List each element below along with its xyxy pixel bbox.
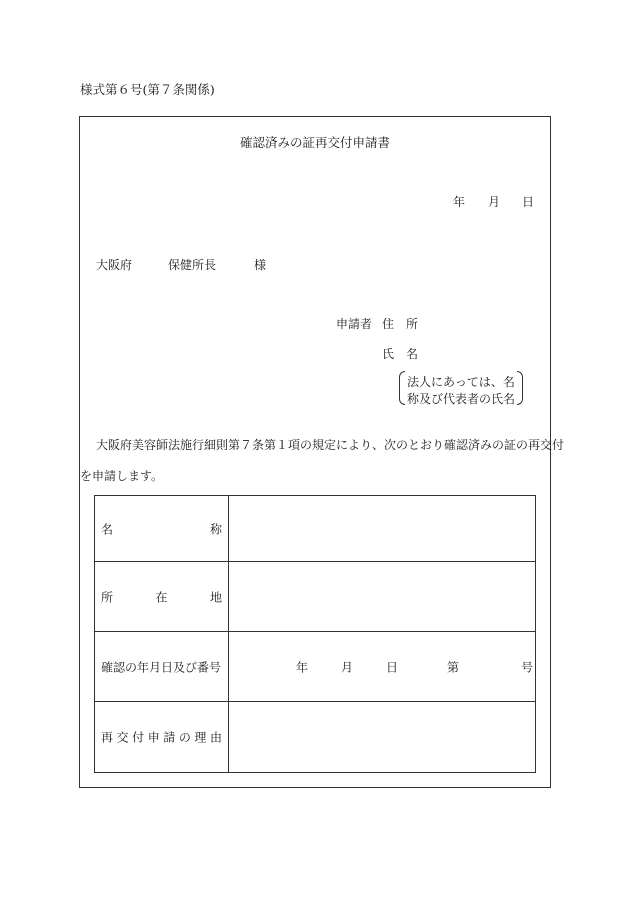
row-label (101, 520, 222, 537)
confirm-number-suffix: 号 (521, 660, 534, 674)
label-char: 請 (163, 730, 176, 745)
reason-value-field[interactable] (229, 702, 535, 772)
label-char: 称 (209, 522, 222, 536)
date-year-label: 年 (453, 195, 466, 209)
applicant-label: 申請者 (336, 317, 373, 331)
form-number-label: 様式第６号(第７条関係) (80, 82, 215, 97)
date-day-label: 日 (522, 195, 535, 209)
table-row-name (95, 496, 535, 562)
row-label-cell (95, 562, 229, 631)
label-char: 申 (147, 730, 160, 745)
row-label (101, 658, 222, 675)
confirm-number-prefix: 第 (447, 660, 460, 674)
label-char: 在 (155, 590, 168, 604)
corporation-note-line: 法人にあっては、名 (407, 375, 515, 389)
label-char: 交 (116, 730, 129, 745)
row-label-cell (95, 702, 229, 772)
label-char: 付 (132, 730, 145, 745)
addressee-honorific: 様 (254, 258, 267, 272)
row-label-cell (95, 496, 229, 561)
label-char: 所 (101, 590, 114, 604)
corporation-note (399, 371, 523, 407)
document-title: 確認済みの証再交付申請書 (239, 135, 390, 150)
location-value-field[interactable] (229, 562, 535, 631)
table-row-confirmation (95, 632, 535, 702)
label-char: 再 (101, 730, 114, 745)
row-label (101, 729, 222, 746)
body-text-line: を申請します。 (80, 469, 164, 483)
label-char: 理 (194, 730, 207, 745)
label-text: 確認の年月日及び番号 (101, 660, 222, 674)
table-row-reason (95, 702, 535, 772)
left-bracket (399, 371, 405, 405)
body-text-line: 大阪府美容師法施行細則第７条第１項の規定により、次のとおり確認済みの証の再交付 (96, 438, 565, 452)
table-row-location (95, 562, 535, 632)
corporation-note-line: 称及び代表者の氏名 (407, 392, 516, 406)
confirm-month-label: 月 (341, 660, 354, 674)
date-month-label: 月 (488, 195, 501, 209)
confirmation-value-field[interactable] (229, 632, 535, 701)
row-label (101, 588, 222, 605)
label-char: 由 (209, 730, 222, 745)
applicant-address-label: 住 所 (382, 317, 419, 331)
right-bracket (517, 371, 523, 405)
name-value-field[interactable] (229, 496, 535, 561)
confirm-year-label: 年 (296, 660, 309, 674)
label-char: 地 (209, 590, 222, 604)
addressee-prefecture: 大阪府 (96, 258, 133, 272)
row-label-cell (95, 632, 229, 701)
applicant-name-label: 氏 名 (382, 347, 419, 361)
label-char: の (178, 730, 191, 745)
application-table (94, 495, 536, 773)
addressee-office: 保健所長 (168, 258, 217, 272)
confirm-day-label: 日 (386, 660, 399, 674)
label-char: 名 (101, 522, 114, 536)
